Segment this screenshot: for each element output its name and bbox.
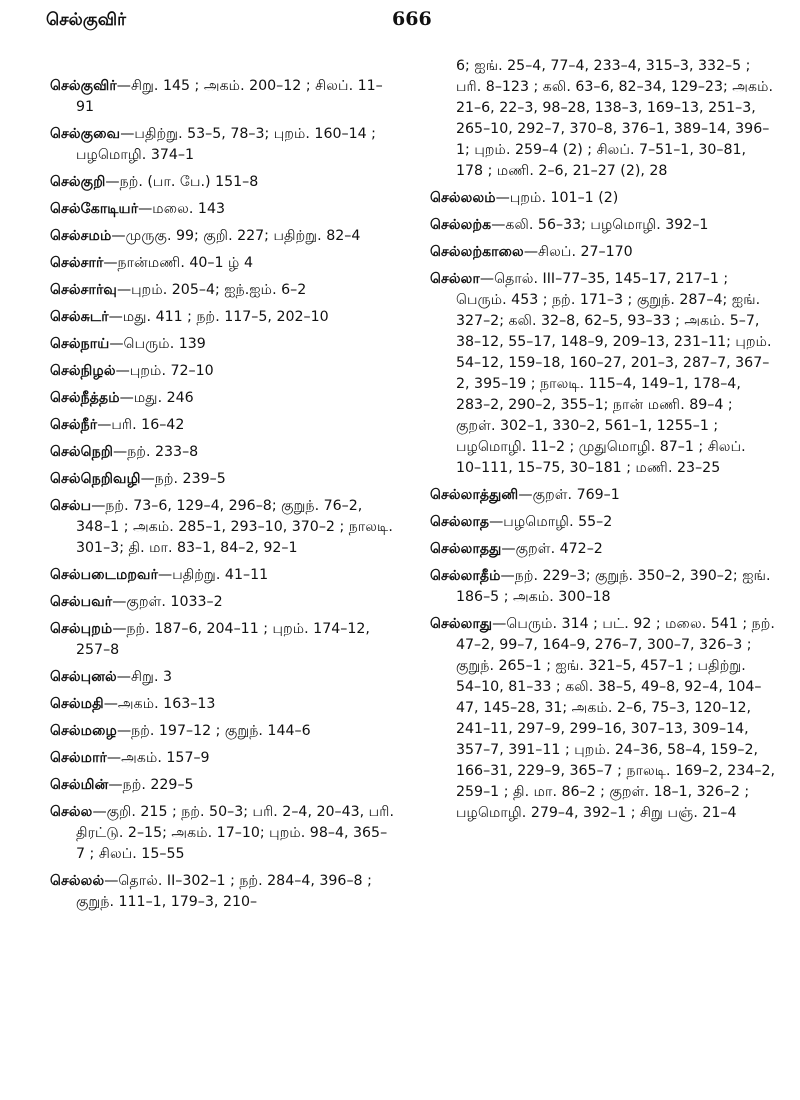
- entry-references: —புறம். 205–4; ஐந்.ஐம். 6–2: [116, 282, 307, 298]
- entry-headword: செல்படைமறவர்: [50, 567, 159, 583]
- entry-references: —நற். 197–12 ; குறுந். 144–6: [116, 723, 311, 739]
- index-entry: [430, 242, 775, 263]
- entry-references: —குறி. 215 ; நற். 50–3; பரி. 2–4, 20–43, பரி. திரட்டு. 2–15; அகம். 17–10; புறம். 98–4, 365–7 ; சிலப். 15–55: [76, 804, 394, 862]
- index-entry: [50, 592, 395, 613]
- index-entry: [430, 485, 775, 506]
- entry-references: —பழமொழி. 55–2: [489, 514, 613, 530]
- index-entry: [430, 56, 775, 182]
- entry-references: —புறம். 101–1 (2): [495, 190, 619, 206]
- entry-headword: செல்குறி: [50, 174, 106, 190]
- index-entry: [50, 721, 395, 742]
- entry-headword: செல்நெறிவழி: [50, 471, 141, 487]
- entry-headword: செல்மதி: [50, 696, 104, 712]
- entry-headword: செல்சமம்: [50, 228, 112, 244]
- left-column: [50, 76, 395, 919]
- index-entry: [50, 469, 395, 490]
- entry-references: —நற். 73–6, 129–4, 296–8; குறுந். 76–2, 348–1 ; அகம். 285–1, 293–10, 370–2 ; நாலடி. 301–3; தி. மா. 83–1, 84–2, 92–1: [76, 498, 393, 556]
- index-entry: [50, 442, 395, 463]
- entry-references: —நற். 233–8: [113, 444, 199, 460]
- entry-headword: செல்சார்வு: [50, 282, 117, 298]
- entry-references: —நற். 239–5: [140, 471, 226, 487]
- index-entry: [50, 280, 395, 301]
- entry-headword: செல்கோடியர்: [50, 201, 139, 217]
- entry-headword: செல்மார்: [50, 750, 107, 766]
- index-entry: [50, 172, 395, 193]
- index-entry: [50, 802, 395, 865]
- entry-references: —நற். 229–3; குறுந். 350–2, 390–2; ஐங். 186–5 ; அகம். 300–18: [456, 568, 771, 605]
- entry-headword: செல்பவர்: [50, 594, 113, 610]
- index-entry: [430, 539, 775, 560]
- entry-references: —பெரும். 139: [109, 336, 206, 352]
- index-entry: [50, 226, 395, 247]
- entry-references: —பரி. 16–42: [97, 417, 185, 433]
- index-entry: [50, 667, 395, 688]
- entry-headword: செல்புனல்: [50, 669, 117, 685]
- entry-headword: செல்லாது: [430, 616, 493, 632]
- entry-headword: செல்மழை: [50, 723, 117, 739]
- index-entry: [50, 871, 395, 913]
- entry-headword: செல்நிழல்: [50, 363, 116, 379]
- index-entry: [430, 512, 775, 533]
- entry-references: —குறள். 769–1: [518, 487, 620, 503]
- entry-headword: செல்ப: [50, 498, 92, 514]
- index-entry: [50, 334, 395, 355]
- entry-headword: செல்லாத: [430, 514, 490, 530]
- entry-references: —அகம். 157–9: [106, 750, 210, 766]
- page-number: 666: [392, 8, 432, 30]
- index-entry: [430, 614, 775, 824]
- index-entry: [50, 619, 395, 661]
- index-entry: [430, 269, 775, 479]
- entry-headword: செல்லலம்: [430, 190, 496, 206]
- entry-references: —தொல். II–302–1 ; நற். 284–4, 396–8 ; குறுந். 111–1, 179–3, 210–: [76, 873, 372, 910]
- index-entry: [50, 565, 395, 586]
- entry-references: —பதிற்று. 53–5, 78–3; புறம். 160–14 ; பழமொழி. 374–1: [76, 126, 376, 163]
- entry-headword: செல்சார்: [50, 255, 104, 271]
- entry-headword: செல்லாத்துனி: [430, 487, 519, 503]
- entry-headword: செல்நீர்: [50, 417, 98, 433]
- entry-references: —சிறு. 145 ; அகம். 200–12 ; சிலப். 11–91: [76, 78, 383, 115]
- entry-headword: செல்குவை: [50, 126, 121, 142]
- entry-headword: செல்மின்: [50, 777, 109, 793]
- entry-references: —தொல். III–77–35, 145–17, 217–1 ; பெரும். 453 ; நற். 171–3 ; குறுந். 287–4; ஐங். 327–2; கலி. 32–8, 62–5, 93–33 ; அகம். 5–7, 38–12, 55–17, 148–9, 209–13, 231–11; புறம். 54–12, 159–18, 160–27, 201–3, 287–7, 367–2, 395–19 ; நாலடி. 115–4, 149–1, 178–4, 283–2, 290–2, 355–1; நான் மணி. 89–4 ; குறள். 302–1, 330–2, 561–1, 1255–1 ; பழமொழி. 11–2 ; முதுமொழி. 87–1 ; சிலப். 10–111, 15–75, 30–181 ; மணி. 23–25: [456, 271, 772, 476]
- entry-references: —கலி. 56–33; பழமொழி. 392–1: [491, 217, 709, 233]
- index-entry: [430, 566, 775, 608]
- entry-references: —நற். 229–5: [108, 777, 194, 793]
- index-entry: [50, 694, 395, 715]
- index-entry: [50, 415, 395, 436]
- entry-references: —மது. 411 ; நற். 117–5, 202–10: [108, 309, 329, 325]
- index-entry: [430, 215, 775, 236]
- entry-headword: செல்நாய்: [50, 336, 110, 352]
- entry-references: —நற். 187–6, 204–11 ; புறம். 174–12, 257–8: [76, 621, 370, 658]
- entry-references: —முருகு. 99; குறி. 227; பதிற்று. 82–4: [111, 228, 361, 244]
- index-entry: [50, 496, 395, 559]
- index-entry: [50, 307, 395, 328]
- entry-references: —புறம். 72–10: [115, 363, 214, 379]
- index-entry: [50, 748, 395, 769]
- index-entry: [50, 361, 395, 382]
- entry-headword: செல்நெறி: [50, 444, 114, 460]
- entry-headword: செல்நீத்தம்: [50, 390, 120, 406]
- entry-headword: செல்லற்காலை: [430, 244, 524, 260]
- entry-references: —நான்மணி. 40–1 ழ் 4: [103, 255, 253, 271]
- index-entry: [50, 388, 395, 409]
- entry-references: —குறள். 472–2: [501, 541, 603, 557]
- entry-headword: செல்லாதது: [430, 541, 502, 557]
- entry-headword: செல்ல: [50, 804, 93, 820]
- entry-references: 6; ஐங். 25–4, 77–4, 233–4, 315–3, 332–5 ; பரி. 8–123 ; கலி. 63–6, 82–34, 129–23; அகம். 21–6, 22–3, 98–28, 138–3, 169–13, 251–3, 265–10, 292–7, 370–8, 376–1, 389–14, 396–1; புறம். 259–4 (2) ; சிலப். 7–51–1, 30–81, 178 ; மணி. 2–6, 21–27 (2), 28: [456, 58, 774, 179]
- right-column: [430, 56, 775, 830]
- entry-references: —நற். (பா. பே.) 151–8: [105, 174, 259, 190]
- index-entry: [50, 199, 395, 220]
- index-entry: [50, 775, 395, 796]
- index-entry: [430, 188, 775, 209]
- entry-headword: செல்லா: [430, 271, 480, 287]
- running-head: செல்குவிர்: [46, 10, 126, 30]
- entry-headword: செல்லற்க: [430, 217, 492, 233]
- entry-references: —சிலப். 27–170: [523, 244, 633, 260]
- entry-headword: செல்சுடர்: [50, 309, 109, 325]
- entry-references: —பதிற்று. 41–11: [158, 567, 269, 583]
- index-entry: [50, 76, 395, 118]
- entry-headword: செல்லாதீம்: [430, 568, 501, 584]
- entry-references: —மது. 246: [119, 390, 194, 406]
- entry-headword: செல்லல்: [50, 873, 105, 889]
- entry-references: —மலை. 143: [138, 201, 226, 217]
- entry-references: —பெரும். 314 ; பட். 92 ; மலை. 541 ; நற். 47–2, 99–7, 164–9, 276–7, 300–7, 326–3 ; குறுந். 265–1 ; ஐங். 321–5, 457–1 ; பதிற்று. 54–10, 81–33 ; கலி. 38–5, 49–8, 92–4, 104–47, 145–28, 31; அகம். 2–6, 75–3, 120–12, 241–11, 297–9, 299–16, 307–13, 309–14, 357–7, 391–11 ; புறம். 24–36, 58–4, 159–2, 166–31, 229–9, 365–7 ; நாலடி. 169–2, 234–2, 259–1 ; தி. மா. 86–2 ; குறள். 18–1, 326–2 ; பழமொழி. 279–4, 392–1 ; சிறு பஞ். 21–4: [456, 616, 775, 821]
- entry-references: —அகம். 163–13: [103, 696, 216, 712]
- entry-references: —சிறு. 3: [116, 669, 172, 685]
- entry-headword: செல்குவிர்: [50, 78, 117, 94]
- index-entry: [50, 124, 395, 166]
- entry-references: —குறள். 1033–2: [112, 594, 223, 610]
- index-entry: [50, 253, 395, 274]
- entry-headword: செல்புறம்: [50, 621, 113, 637]
